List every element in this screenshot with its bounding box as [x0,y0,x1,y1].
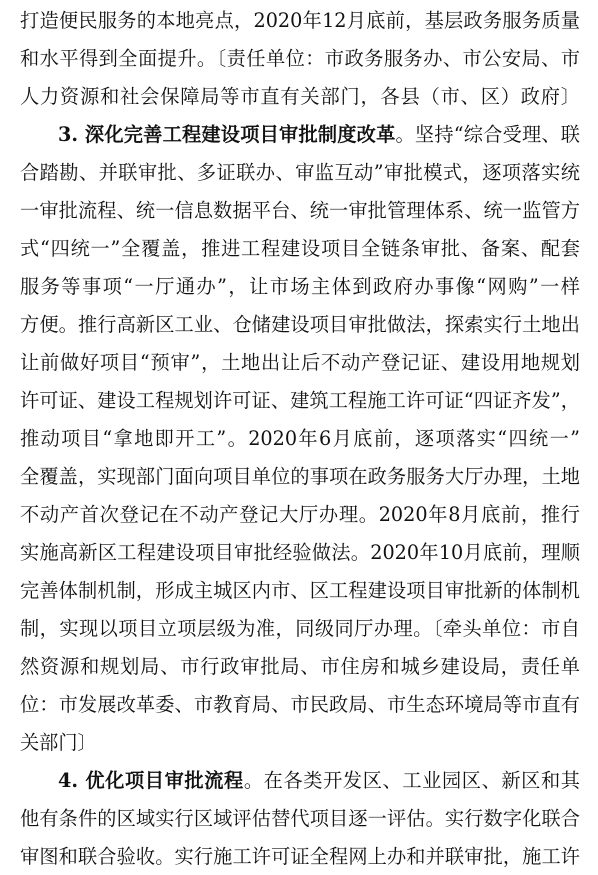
paragraph-2-line-16: 位：市发展改革委、市教育局、市民政局、市生态环境局等市直有 [20,693,580,716]
section-3-heading: 3. 深化完善工程建设项目审批制度改革 [58,123,396,146]
paragraph-2-line-13: 完善体制机制，形成主城区内市、区工程建设项目审批新的体制机 [20,579,580,602]
paragraph-2-line-14: 制，实现以项目立项层级为准，同级同厅办理。〔牵头单位：市自 [20,617,580,640]
paragraph-2-line-6: 方便。推行高新区工业、仓储建设项目审批做法，探索实行土地出 [20,313,580,336]
paragraph-1-line-2: 和水平得到全面提升。〔责任单位：市政务服务办、市公安局、市 [20,47,580,70]
paragraph-2-line-7: 让前做好项目“预审”，土地出让后不动产登记证、建设用地规划 [20,351,580,374]
paragraph-3-line-3: 审图和联合验收。实行施工许可证全程网上办和并联审批，施工许 [20,845,580,868]
paragraph-2-line-1: 。坚持“综合受理、联 [395,123,580,146]
paragraph-2-line-5: 服务等事项“一厅通办”，让市场主体到政府办事像“网购”一样 [20,275,580,298]
paragraph-2-line-3: 一审批流程、统一信息数据平台、统一审批管理体系、统一监管方 [20,199,580,222]
paragraph-2-line-4: 式“四统一”全覆盖，推进工程建设项目全链条审批、备案、配套 [20,237,580,260]
paragraph-2-line-11: 不动产首次登记在不动产登记大厅办理。2020年8月底前，推行 [20,503,580,526]
paragraph-2-line-8: 许可证、建设工程规划许可证、建筑工程施工许可证“四证齐发”， [20,389,580,412]
paragraph-2-line-2: 合踏勘、并联审批、多证联办、审监互动”审批模式，逐项落实统 [20,161,580,184]
paragraph-2-line-15: 然资源和规划局、市行政审批局、市住房和城乡建设局，责任单 [20,655,580,678]
paragraph-2-line-10: 全覆盖，实现部门面向项目单位的事项在政务服务大厅办理，土地 [20,465,580,488]
paragraph-3-line-1: 。在各类开发区、工业园区、新区和其 [243,769,580,792]
paragraph-1-line-1: 打造便民服务的本地亮点，2020年12月底前，基层政务服务质量 [20,9,580,32]
paragraph-2-line-17: 关部门〕 [20,731,97,754]
paragraph-1-line-3: 人力资源和社会保障局等市直有关部门，各县（市、区）政府〕 [20,85,580,108]
paragraph-3-line-2: 他有条件的区域实行区域评估替代项目逐一评估。实行数字化联合 [20,807,580,830]
paragraph-2-line-12: 实施高新区工程建设项目审批经验做法。2020年10月底前，理顺 [20,541,580,564]
paragraph-2-first-line [58,116,580,153]
section-4-heading: 4. 优化项目审批流程 [58,769,244,792]
paragraph-2-line-9: 推动项目“拿地即开工”。2020年6月底前，逐项落实“四统一” [20,427,580,450]
paragraph-3-first-line [58,762,580,799]
